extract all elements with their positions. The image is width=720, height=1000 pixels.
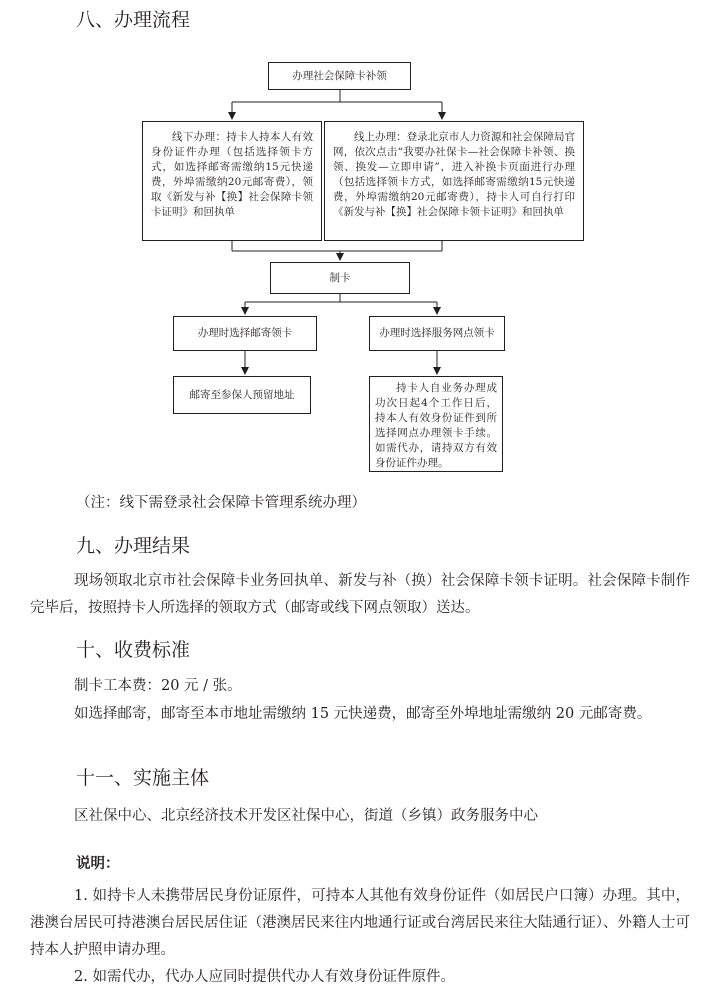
section-11-body: 区社保中心、北京经济技术开发区社保中心，街道（乡镇）政务服务中心 bbox=[74, 808, 538, 824]
flow-branch-result-box: 持卡人自业务办理成功次日起4个工作日后，持本人有效身份证件到所选择网点办理领卡手续。如需代办，请持双方有效身份证件办理。 bbox=[369, 376, 503, 472]
notes-item-1: 1. 如持卡人未携带居民身份证原件，可持本人其他有效身份证件（如居民户口簿）办理。其中，港澳台居民可持港澳台居民居住证（港澳居民来往内地通行证或台湾居民来往大陆通行证）、外籍人士可持本人护照申请办理。 bbox=[30, 888, 690, 958]
flow-make-card-box: 制卡 bbox=[270, 262, 410, 294]
section-9-body: 现场领取北京市社会保障卡业务回执单、新发与补（换）社会保障卡领卡证明。社会保障卡制作完毕后，按照持卡人所选择的领取方式（邮寄或线下网点领取）送达。 bbox=[30, 573, 690, 616]
section-10-heading: 十、收费标准 bbox=[76, 639, 191, 661]
connector-merge bbox=[232, 241, 442, 251]
flow-mail-box: 办理时选择邮寄领卡 bbox=[173, 316, 317, 351]
flow-branch-box: 办理时选择服务网点领卡 bbox=[369, 316, 505, 351]
section-11-heading: 十一、实施主体 bbox=[76, 767, 210, 789]
flowchart-note: （注：线下需登录社会保障卡管理系统办理） bbox=[76, 495, 366, 511]
section-9-heading: 九、办理结果 bbox=[76, 535, 191, 557]
notes-item-2: 2. 如需代办，代办人应同时提供代办人有效身份证件原件。 bbox=[74, 969, 455, 985]
section-10-mail-fee: 如选择邮寄，邮寄至本市地址需缴纳 15 元快递费，邮寄至外埠地址需缴纳 20 元邮寄费。 bbox=[74, 706, 652, 722]
flow-offline-box: 线下办理：持卡人持本人有效身份证件办理（包括选择领卡方式，如选择邮寄需缴纳15元快递费，外埠需缴纳20元邮寄费），领取《新发与补【换】社会保障卡领卡证明》和回执单 bbox=[142, 121, 322, 241]
connector-start-split bbox=[232, 90, 442, 102]
flow-online-box: 线上办理：登录北京市人力资源和社会保障局官网，依次点击“我要办社保卡—社会保障卡补领、换领、换发—立即申请”，进入补换卡页面进行办理（包括选择领卡方式，如选择邮寄需缴纳15元快递费，外埠需缴纳20元邮寄费），持卡人可自行打印《新发与补【换】社会保障卡领卡证明》和回执单 bbox=[324, 121, 584, 241]
notes-heading: 说明： bbox=[76, 856, 120, 872]
section-10-fee: 制卡工本费：20 元 / 张。 bbox=[74, 678, 242, 694]
section-8-heading: 八、办理流程 bbox=[76, 9, 191, 31]
flow-start-box: 办理社会保障卡补领 bbox=[268, 62, 411, 90]
connector-make-split bbox=[245, 294, 437, 302]
flow-mail-result-box: 邮寄至参保人预留地址 bbox=[173, 376, 311, 414]
